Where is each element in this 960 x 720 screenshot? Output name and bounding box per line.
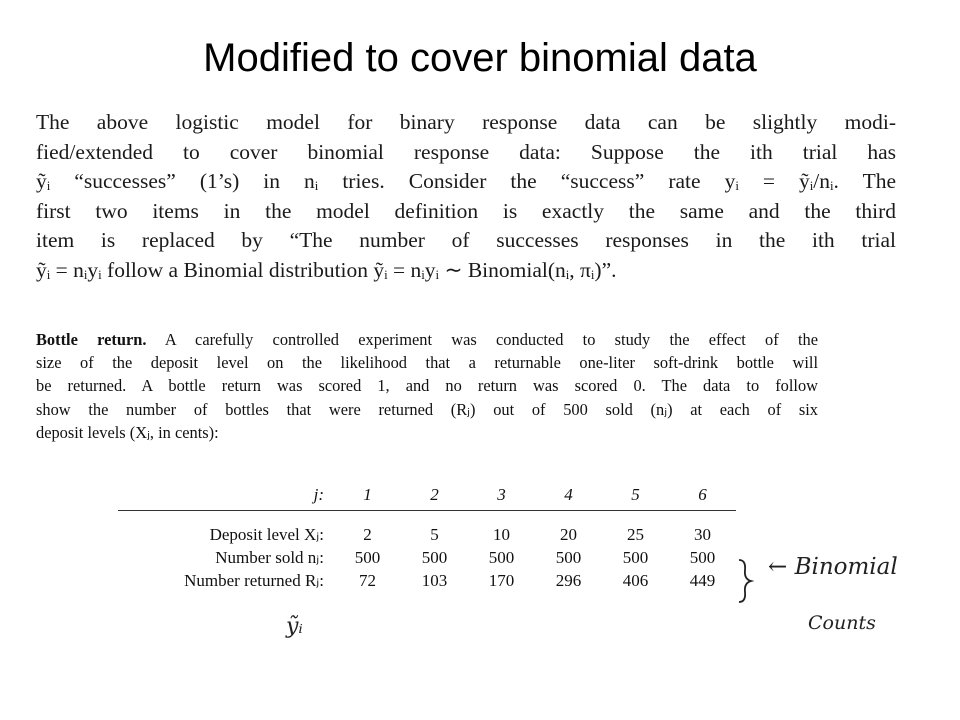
- table-cell: 20: [560, 524, 577, 544]
- table-header-row: [118, 480, 736, 511]
- table-cell: 500: [421, 547, 448, 567]
- paragraph-line: The above logistic model for binary response data can be slightly modi-: [36, 110, 896, 134]
- column-header: 1: [363, 485, 372, 504]
- table-cell: 500: [689, 547, 716, 567]
- table-cell: 5: [430, 524, 439, 544]
- problem-line-1: [36, 328, 818, 351]
- table-cell: 500: [555, 547, 582, 567]
- y-tilde-annotation: ỹᵢ: [286, 614, 303, 639]
- table-cell: 103: [421, 570, 448, 590]
- table-cell: 72: [359, 570, 376, 590]
- curly-brace-icon: [736, 558, 754, 604]
- table-separator: [118, 511, 736, 524]
- row-label: Number returned Rⱼ:: [184, 570, 324, 590]
- slide-title: Modified to cover binomial data: [203, 36, 757, 80]
- binomial-annotation: ← Binomial: [768, 554, 898, 580]
- paragraph-line: fied/extended to cover binomial response data: Suppose the ith trial has: [36, 139, 896, 164]
- model-paragraph: [36, 108, 896, 286]
- problem-line: size of the deposit level on the likelihood that a returnable one-liter soft-drink bottle will: [36, 353, 818, 373]
- table-row: [118, 569, 736, 592]
- table-cell: 25: [627, 524, 644, 544]
- table-cell: 296: [555, 570, 582, 590]
- header-label: j:: [313, 485, 324, 504]
- table-cell: 10: [493, 524, 510, 544]
- paragraph-line: ỹᵢ = nᵢyᵢ follow a Binomial distribution ỹᵢ = nᵢyᵢ ∼ Binomial(nᵢ, πᵢ)”.: [36, 257, 617, 282]
- problem-heading: Bottle return.: [36, 330, 147, 349]
- column-header: 3: [497, 485, 506, 504]
- problem-line: be returned. A bottle return was scored 1, and no return was scored 0. The data to follow: [36, 376, 818, 396]
- table-cell: 500: [354, 547, 381, 567]
- problem-text: A carefully controlled experiment was conducted to study the effect of the: [146, 330, 818, 349]
- column-header: 6: [698, 485, 707, 504]
- counts-annotation: Counts: [808, 612, 876, 634]
- paragraph-line: item is replaced by “The number of successes responses in the ith trial: [36, 228, 896, 253]
- column-header: 5: [631, 485, 640, 504]
- column-header: 4: [564, 485, 573, 504]
- paragraph-line: first two items in the model definition is exactly the same and the third: [36, 198, 896, 223]
- problem-line: show the number of bottles that were returned (Rⱼ) out of 500 sold (nⱼ) at each of six: [36, 399, 818, 419]
- bottle-return-problem: [36, 328, 818, 444]
- table-cell: 30: [694, 524, 711, 544]
- bottle-return-table: [118, 480, 736, 592]
- table-cell: 449: [689, 570, 716, 590]
- problem-line: deposit levels (Xⱼ, in cents):: [36, 422, 219, 442]
- table-cell: 500: [622, 547, 649, 567]
- row-label: Deposit level Xⱼ:: [209, 524, 324, 544]
- table-cell: 500: [488, 547, 515, 567]
- table-row: [118, 523, 736, 546]
- table-row: [118, 546, 736, 569]
- row-label: Number sold nⱼ:: [215, 547, 324, 567]
- table-cell: 2: [363, 524, 372, 544]
- table-cell: 170: [488, 570, 515, 590]
- column-header: 2: [430, 485, 439, 504]
- table-cell: 406: [622, 570, 649, 590]
- paragraph-line: ỹᵢ “successes” (1’s) in nᵢ tries. Consider the “success” rate yᵢ = ỹᵢ/nᵢ. The: [36, 169, 896, 194]
